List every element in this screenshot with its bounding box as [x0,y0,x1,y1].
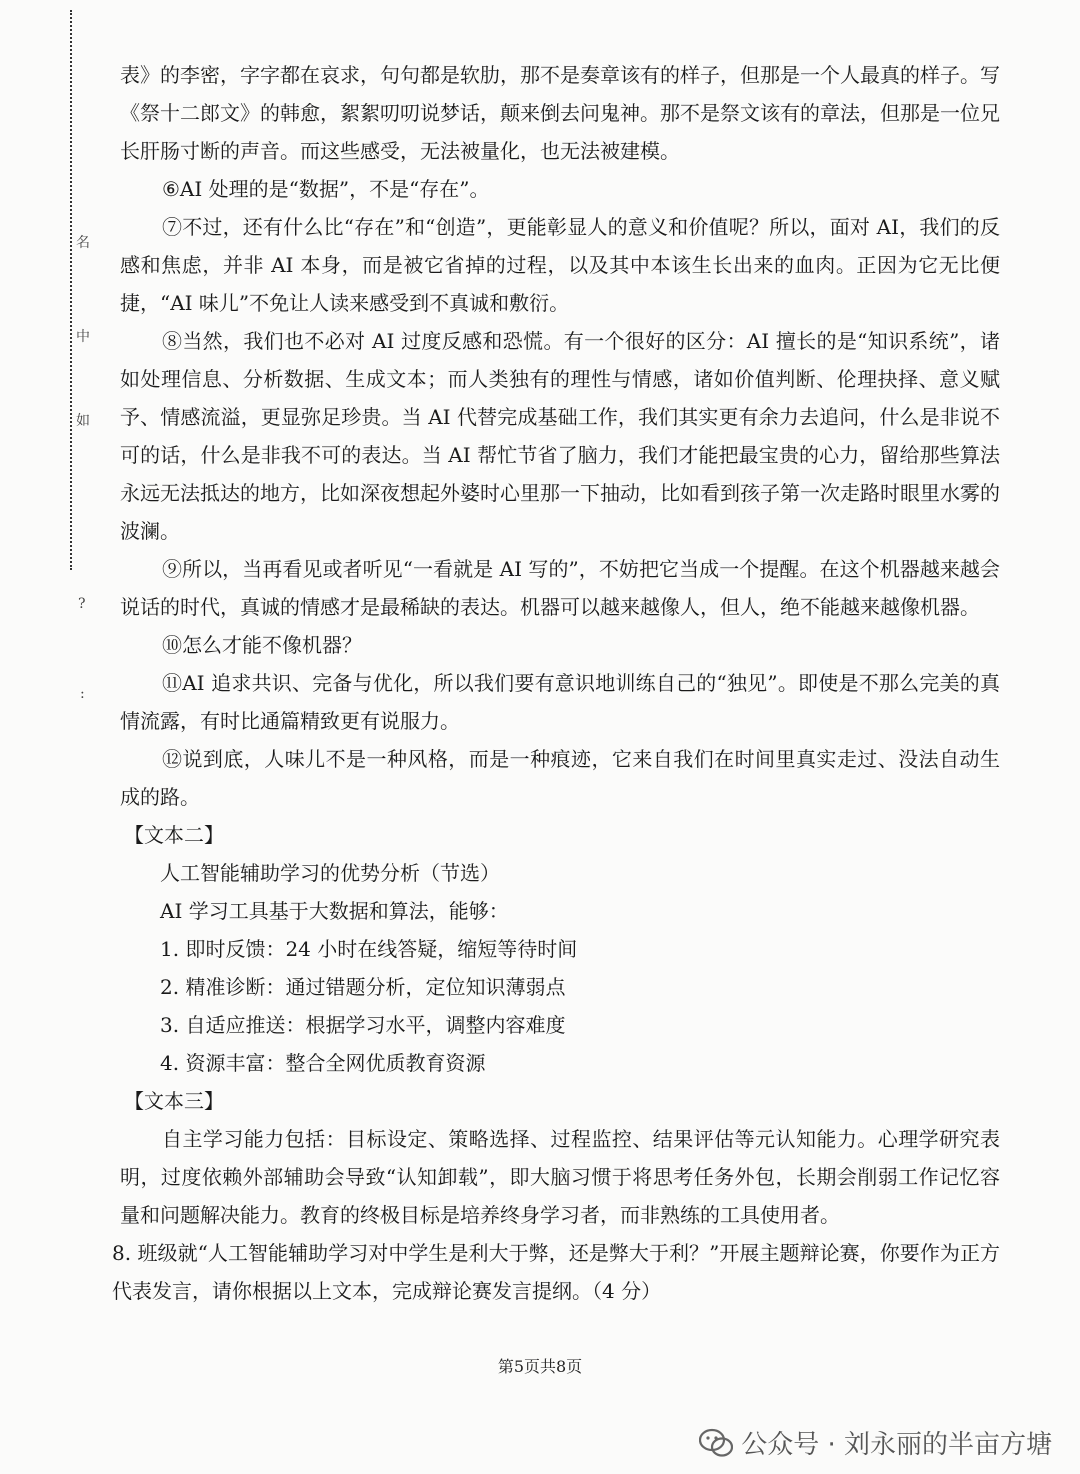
wechat-official-account-icon [699,1428,733,1458]
text1-paragraph: 表》的李密，字字都在哀求，句句都是软肋，那不是奏章该有的样子，但那是一个人最真的样子。写《祭十二郎文》的韩愈，絮絮叨叨说梦话，颠来倒去问鬼神。那不是祭文该有的章法，但那是一位兄长肝肠寸断的声音。而这些感受，无法被量化，也无法被建模。 [120,63,1000,163]
text2-list-item: 1. 即时反馈：24 小时在线答疑，缩短等待时间 [160,937,578,961]
text1-paragraph: ⑦不过，还有什么比“存在”和“创造”，更能彰显人的意义和价值呢？所以，面对 AI，我们的反感和焦虑，并非 AI 本身，而是被它省掉的过程，以及其中本该生长出来的血肉。正因为它无比便捷，“AI 味儿”不免让人读来感受到不真诚和敷衍。 [120,215,1000,315]
margin-mark: 名 [76,235,90,251]
text1-paragraph: ⑩怎么才能不像机器？ [162,633,362,657]
text1-section [120,56,1000,816]
text3-paragraph: 自主学习能力包括：目标设定、策略选择、过程监控、结果评估等元认知能力。心理学研究表明，过度依赖外部辅助会导致“认知卸载”，即大脑习惯于将思考任务外包，长期会削弱工作记忆容量和问题解决能力。教育的终极目标是培养终身学习者，而非熟练的工具使用者。 [120,1127,1000,1227]
question-8: 8. 班级就“人工智能辅助学习对中学生是利大于弊，还是弊大于利？”开展主题辩论赛，你要作为正方代表发言，请你根据以上文本，完成辩论赛发言提纲。（4 分） [112,1241,1000,1303]
text2-title: 人工智能辅助学习的优势分析（节选） [160,861,500,885]
text2-list-item: 2. 精准诊断：通过错题分析，定位知识薄弱点 [160,975,566,999]
wechat-watermark [699,1424,1052,1461]
text2-intro: AI 学习工具基于大数据和算法，能够： [160,899,509,923]
binding-dotted-line [70,10,72,570]
margin-mark: 中 [76,329,90,345]
text2-list-item: 4. 资源丰富：整合全网优质教育资源 [160,1051,486,1075]
text1-paragraph: ⑧当然，我们也不必对 AI 过度反感和恐慌。有一个很好的区分：AI 擅长的是“知识系统”，诸如处理信息、分析数据、生成文本；而人类独有的理性与情感，诸如价值判断、伦理抉择、意义赋予、情感流溢，更显弥足珍贵。当 AI 代替完成基础工作，我们其实更有余力去追问，什么是非说不可的话，什么是非我不可的表达。当 AI 帮忙节省了脑力，我们才能把最宝贵的心力，留给那些算法永远无法抵达的地方，比如深夜想起外婆时心里那一下抽动，比如看到孩子第一次走路时眼里水雾的波澜。 [120,329,1000,543]
page-number: 第5页共8页 [497,1357,583,1376]
text3-heading: 【文本三】 [124,1089,224,1113]
margin-mark: ? [78,596,86,612]
text2-section [120,816,1000,1082]
text1-paragraph: ⑥AI 处理的是“数据”，不是“存在”。 [162,177,490,201]
text1-paragraph: ⑪AI 追求共识、完备与优化，所以我们要有意识地训练自己的“独见”。即使是不那么完美的真情流露，有时比通篇精致更有说服力。 [120,671,1000,733]
watermark-text: 公众号 · 刘永丽的半亩方塘 [741,1430,1052,1460]
text2-list-item: 3. 自适应推送：根据学习水平，调整内容难度 [160,1013,566,1037]
text2-heading: 【文本二】 [124,823,224,847]
text1-paragraph: ⑫说到底，人味儿不是一种风格，而是一种痕迹，它来自我们在时间里真实走过、没法自动生成的路。 [120,747,1000,809]
margin-mark: : [80,686,85,702]
text3-section [120,1082,1000,1234]
margin-mark: 如 [76,413,90,429]
content [112,56,1000,1310]
text1-paragraph: ⑨所以，当再看见或者听见“一看就是 AI 写的”，不妨把它当成一个提醒。在这个机器越来越会说话的时代，真诚的情感才是最稀缺的表达。机器可以越来越像人，但人，绝不能越来越像机器。 [120,557,1000,619]
